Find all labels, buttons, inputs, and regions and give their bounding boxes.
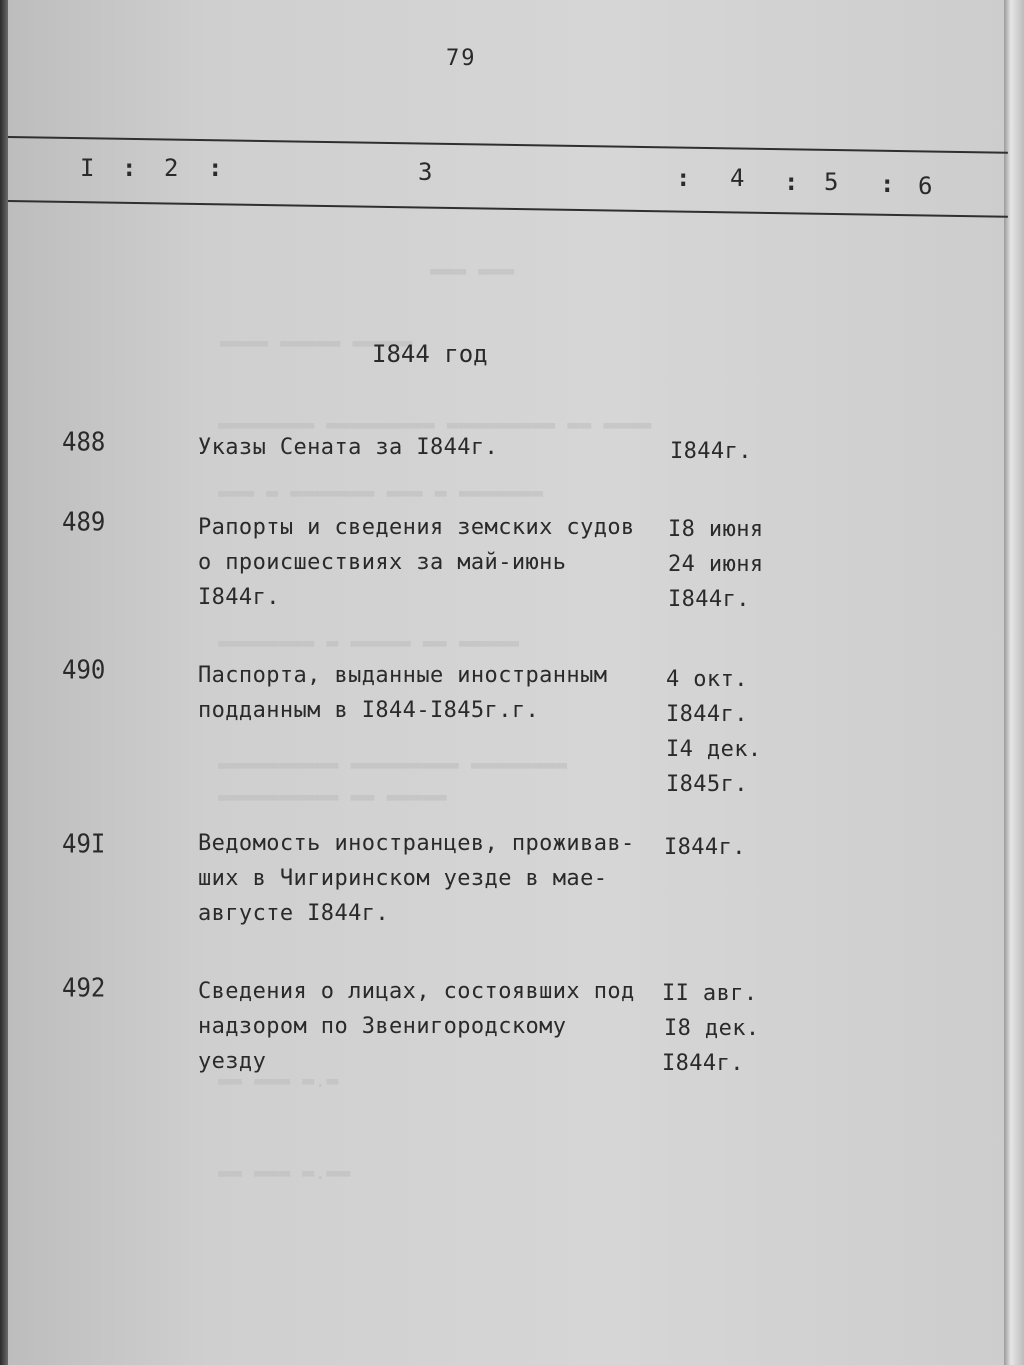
title-line: Указы Сената за I844г. <box>198 435 499 460</box>
column-header-1: I <box>80 154 95 182</box>
date-line: I4 дек. <box>666 737 762 762</box>
bleed-through: ▬▬▬▬▬▬▬▬▬▬ ▬▬▬▬▬▬▬▬▬ ▬▬▬▬▬▬▬▬ <box>218 752 568 776</box>
column-header-4: 4 <box>730 164 745 192</box>
title-line: Сведения о лицах, состоявших под <box>198 979 635 1004</box>
title-line: августе I844г. <box>198 901 390 926</box>
bleed-through: ▬▬ ▬▬▬ ▬.▬ <box>218 1068 339 1092</box>
title-line: уезду <box>198 1049 267 1074</box>
title-line: Ведомость иностранцев, проживав- <box>198 831 635 856</box>
title-line: I844г. <box>198 585 280 610</box>
title-line: о происшествиях за май-июнь <box>198 550 567 575</box>
page-number: 79 <box>446 46 477 71</box>
date-line: I8 дек. <box>664 1016 760 1041</box>
date-line: II авг. <box>662 981 758 1006</box>
column-header-5: 5 <box>824 168 839 196</box>
title-line: подданным в I844-I845г.г. <box>198 698 540 723</box>
entry-title <box>198 430 668 465</box>
date-line: I845г. <box>666 772 748 797</box>
date-line: I844г. <box>670 439 752 464</box>
date-line: I844г. <box>666 702 748 727</box>
bleed-through: ▬▬▬▬▬▬▬▬ ▬ ▬▬▬▬▬ ▬▬ ▬▬▬▬▬ <box>218 630 520 654</box>
column-header-6: 6 <box>918 172 933 200</box>
title-line: ших в Чигиринском уезде в мае- <box>198 866 608 891</box>
date-line: 24 июня <box>668 552 764 577</box>
entry-number: 489 <box>62 506 106 538</box>
bleed-through: ▬▬▬▬▬▬▬▬▬▬ ▬▬ ▬▬▬▬▬ <box>218 784 447 808</box>
entry-title <box>198 974 668 1079</box>
page-edge <box>1004 0 1024 1365</box>
entry-number: 492 <box>62 972 106 1004</box>
bleed-through: ▬▬▬▬ ▬▬▬▬▬ ▬▬▬▬▬ <box>220 330 413 354</box>
date-line: I844г. <box>668 587 750 612</box>
column-separator: : <box>208 154 223 182</box>
entry-date <box>670 434 752 469</box>
entry-date <box>668 512 764 617</box>
section-heading: I844 год <box>372 340 488 368</box>
title-line: Паспорта, выданные иностранным <box>198 663 608 688</box>
date-line: 4 окт. <box>666 667 748 692</box>
entry-number: 490 <box>62 654 106 686</box>
date-line: I844г. <box>662 1051 744 1076</box>
column-separator: : <box>122 154 137 182</box>
date-line: I844г. <box>664 835 746 860</box>
bleed-through: ▬▬▬▬▬▬▬▬ ▬▬▬▬▬▬▬▬▬ ▬▬▬▬▬▬▬▬▬ ▬▬ ▬▬▬▬ <box>218 412 652 436</box>
entry-number: 488 <box>62 426 106 458</box>
bleed-through: ▬▬ ▬▬▬ ▬.▬▬ <box>218 1160 351 1184</box>
entry-title <box>198 826 668 931</box>
entry-date <box>664 830 746 865</box>
entry-number: 49I <box>62 828 106 860</box>
bleed-through: ▬▬▬ ▬▬▬ <box>430 258 515 282</box>
bleed-through: ▬▬▬ ▬ ▬▬▬▬▬▬▬ ▬▬▬ ▬ ▬▬▬▬▬▬▬ <box>218 480 544 504</box>
title-line: Рапорты и сведения земских судов <box>198 515 635 540</box>
column-separator: : <box>784 168 799 196</box>
entry-title <box>198 658 668 728</box>
date-line: I8 июня <box>668 517 764 542</box>
column-header-2: 2 <box>164 154 179 182</box>
title-line: надзором по Звенигородскому <box>198 1014 567 1039</box>
column-separator: : <box>676 164 691 192</box>
entry-date <box>662 976 760 1081</box>
entry-date <box>666 662 762 802</box>
column-separator: : <box>880 170 895 198</box>
entry-title <box>198 510 668 615</box>
column-header-3: 3 <box>418 158 433 186</box>
